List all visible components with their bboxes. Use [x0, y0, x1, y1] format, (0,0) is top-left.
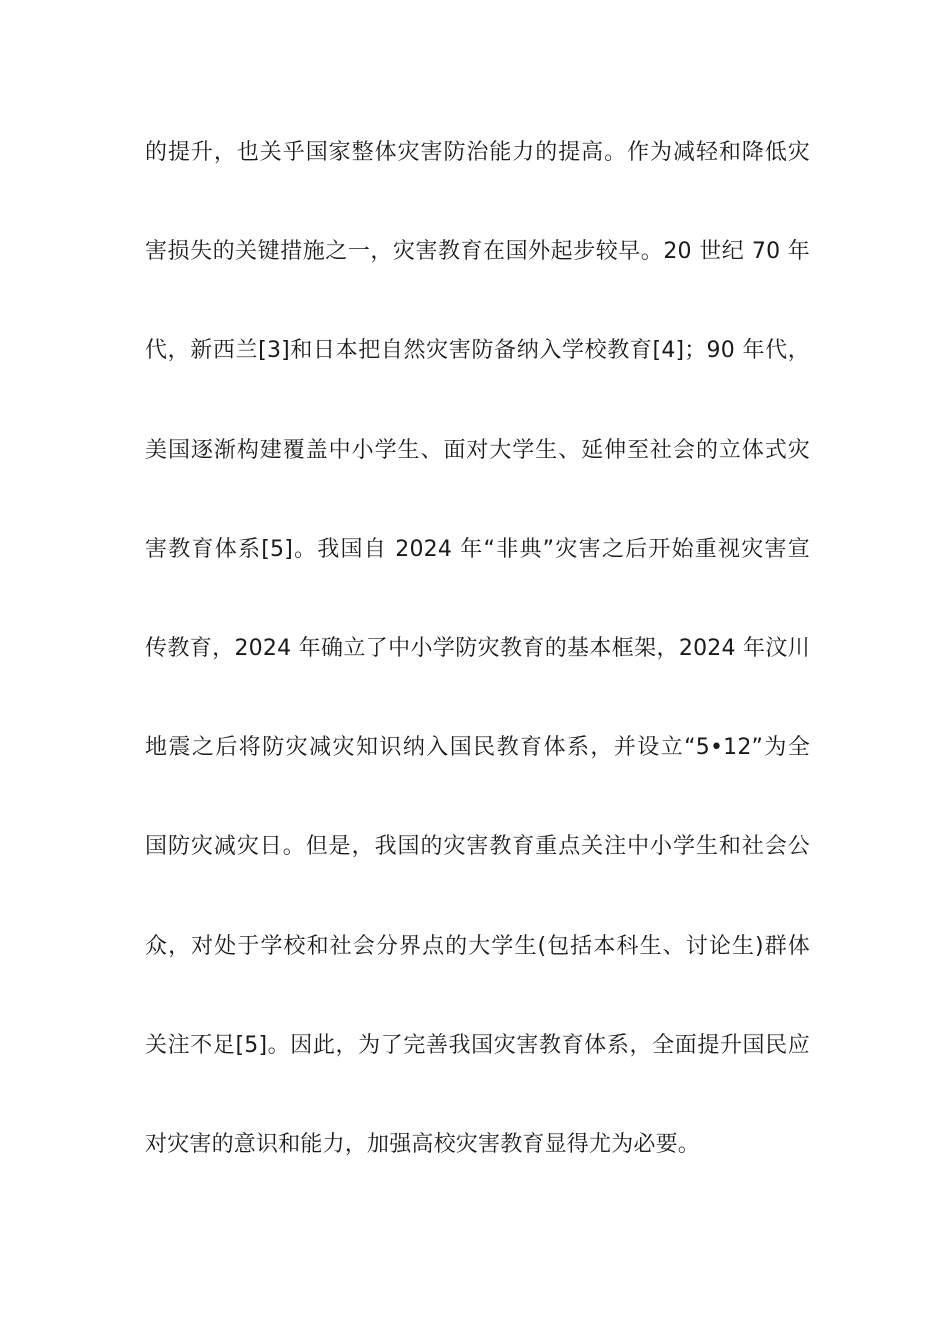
- text-line: 美国逐渐构建覆盖中小学生、面对大学生、延伸至社会的立体式灾: [145, 437, 810, 463]
- text-line: 国防灾减灾日。但是，我国的灾害教育重点关注中小学生和社会公: [145, 834, 810, 860]
- text-line: 害教育体系[5]。我国自 2024 年“非典”灾害之后开始重视灾害宣: [145, 536, 810, 562]
- text-line: 众，对处于学校和社会分界点的大学生(包括本科生、讨论生)群体: [145, 933, 810, 959]
- text-line: 的提升，也关乎国家整体灾害防治能力的提高。作为减轻和降低灾: [145, 140, 810, 165]
- body-paragraph: [145, 128, 810, 1219]
- text-line: 代，新西兰[3]和日本把自然灾害防备纳入学校教育[4]；90 年代，: [145, 338, 810, 364]
- text-line: 地震之后将防灾减灾知识纳入国民教育体系，并设立“5•12”为全: [145, 735, 810, 761]
- text-line: 关注不足[5]。因此，为了完善我国灾害教育体系，全面提升国民应: [145, 1032, 810, 1058]
- text-line: 对灾害的意识和能力，加强高校灾害教育显得尤为必要。: [145, 1131, 701, 1157]
- text-line: 传教育，2024 年确立了中小学防灾教育的基本框架，2024 年汶川: [145, 635, 810, 661]
- text-line: 害损失的关键措施之一，灾害教育在国外起步较早。20 世纪 70 年: [145, 239, 810, 265]
